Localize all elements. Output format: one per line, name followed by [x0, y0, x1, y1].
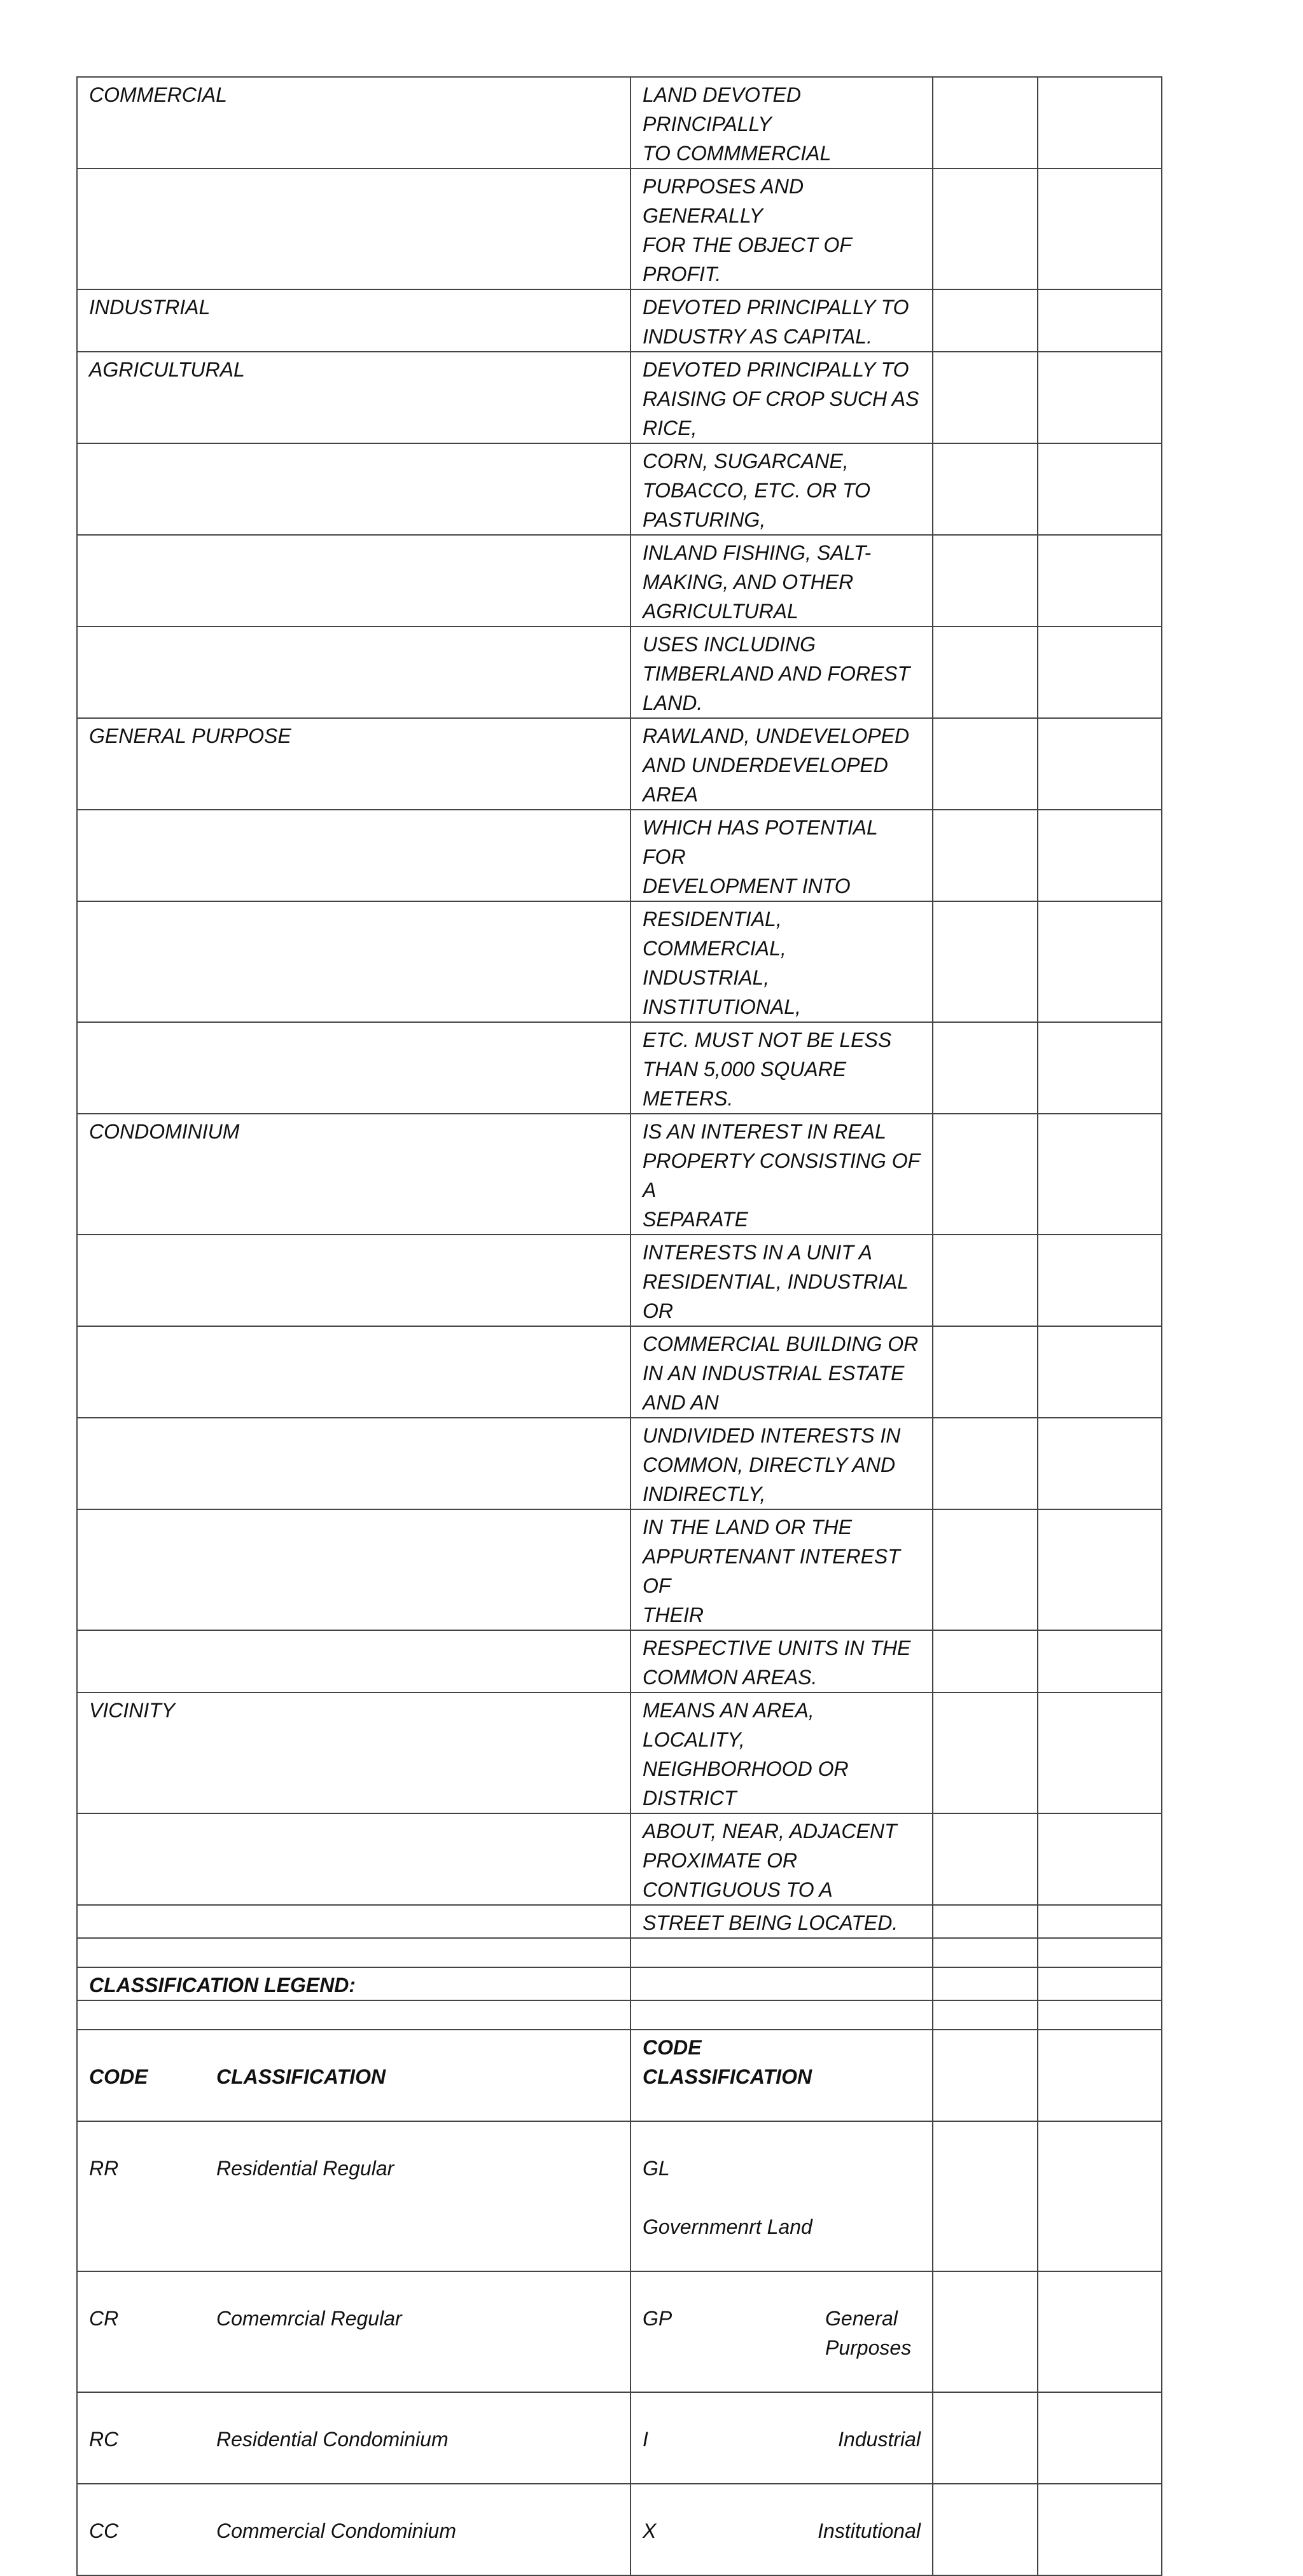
term-cell — [77, 810, 631, 901]
empty-cell — [1038, 1967, 1162, 2000]
empty-cell — [933, 1967, 1038, 2000]
empty-cell — [1038, 2392, 1162, 2484]
table-row — [77, 1693, 1162, 1813]
table-row — [77, 1114, 1162, 1235]
empty-cell — [1038, 1905, 1162, 1938]
legend-classification: Residential Regular — [216, 2157, 394, 2180]
legend-right-cell — [631, 2484, 933, 2575]
table-row — [77, 1326, 1162, 1418]
table-row — [77, 289, 1162, 352]
definition-cell: COMMERCIAL BUILDING OR IN AN INDUSTRIAL ESTATE AND AN — [631, 1326, 933, 1418]
term-cell — [77, 901, 631, 1022]
empty-cell — [1038, 718, 1162, 810]
empty-cell — [1038, 2030, 1162, 2121]
term-cell — [77, 627, 631, 718]
empty-cell — [1038, 627, 1162, 718]
empty-cell — [77, 1938, 631, 1967]
definition-cell: DEVOTED PRINCIPALLY TO INDUSTRY AS CAPITAL. — [631, 289, 933, 352]
term-cell: VICINITY — [77, 1693, 631, 1813]
legend-right-code: GL — [643, 2157, 670, 2180]
legend-classification: Residential Condominium — [216, 2428, 449, 2451]
definition-cell: IS AN INTEREST IN REAL PROPERTY CONSISTING OF A SEPARATE — [631, 1114, 933, 1235]
empty-cell — [933, 627, 1038, 718]
empty-cell — [933, 1938, 1038, 1967]
empty-cell — [1038, 77, 1162, 169]
empty-cell — [933, 1235, 1038, 1326]
empty-cell — [1038, 1509, 1162, 1630]
empty-cell — [933, 1022, 1038, 1114]
empty-cell — [933, 77, 1038, 169]
empty-cell — [933, 2000, 1038, 2030]
empty-cell — [933, 535, 1038, 627]
table-row — [77, 1813, 1162, 1905]
empty-cell — [933, 443, 1038, 535]
classification-table — [76, 76, 1162, 2576]
blank-row — [77, 2000, 1162, 2030]
definition-cell: INTERESTS IN A UNIT A RESIDENTIAL, INDUSTRIAL OR — [631, 1235, 933, 1326]
legend-header-classification: CLASSIFICATION — [216, 2065, 386, 2088]
term-cell: AGRICULTURAL — [77, 352, 631, 443]
legend-right-cell — [631, 2271, 933, 2392]
empty-cell — [933, 2392, 1038, 2484]
term-cell — [77, 1509, 631, 1630]
legend-right-cell — [631, 2121, 933, 2271]
table-row — [77, 1418, 1162, 1509]
table-row — [77, 901, 1162, 1022]
legend-code: CC — [89, 2519, 119, 2542]
empty-cell — [77, 2000, 631, 2030]
legend-header-left — [77, 2030, 631, 2121]
legend-classification: Commercial Condominium — [216, 2519, 456, 2542]
empty-cell — [1038, 352, 1162, 443]
legend-row — [77, 2392, 1162, 2484]
empty-cell — [1038, 1693, 1162, 1813]
table-row — [77, 627, 1162, 718]
legend-row — [77, 2484, 1162, 2575]
empty-cell — [933, 901, 1038, 1022]
definition-cell: ETC. MUST NOT BE LESS THAN 5,000 SQUARE METERS. — [631, 1022, 933, 1114]
legend-title: CLASSIFICATION LEGEND: — [77, 1967, 631, 2000]
empty-cell — [933, 289, 1038, 352]
empty-cell — [631, 2000, 933, 2030]
table-row — [77, 1905, 1162, 1938]
definition-cell: USES INCLUDING TIMBERLAND AND FOREST LAND. — [631, 627, 933, 718]
empty-cell — [1038, 535, 1162, 627]
legend-right-classification: General Purposes — [825, 2307, 912, 2359]
legend-code: RR — [89, 2157, 119, 2180]
empty-cell — [933, 810, 1038, 901]
table-row — [77, 718, 1162, 810]
table-row — [77, 1630, 1162, 1693]
term-cell — [77, 443, 631, 535]
legend-right-classification: Governmenrt Land — [643, 2215, 812, 2238]
blank-row — [77, 1938, 1162, 1967]
definition-cell: PURPOSES AND GENERALLY FOR THE OBJECT OF PROFIT. — [631, 169, 933, 289]
empty-cell — [1038, 1630, 1162, 1693]
table-row — [77, 810, 1162, 901]
empty-cell — [933, 1813, 1038, 1905]
legend-code: CR — [89, 2307, 119, 2330]
definition-cell: IN THE LAND OR THE APPURTENANT INTEREST OF THEIR — [631, 1509, 933, 1630]
empty-cell — [1038, 810, 1162, 901]
term-cell: COMMERCIAL — [77, 77, 631, 169]
definition-cell: CORN, SUGARCANE, TOBACCO, ETC. OR TO PASTURING, — [631, 443, 933, 535]
definition-cell: DEVOTED PRINCIPALLY TO RAISING OF CROP SUCH AS RICE, — [631, 352, 933, 443]
legend-right-code: GP — [643, 2307, 672, 2330]
legend-right-cell — [631, 2392, 933, 2484]
table-row — [77, 352, 1162, 443]
legend-header-row — [77, 2030, 1162, 2121]
empty-cell — [1038, 443, 1162, 535]
definition-cell: UNDIVIDED INTERESTS IN COMMON, DIRECTLY AND INDIRECTLY, — [631, 1418, 933, 1509]
empty-cell — [933, 718, 1038, 810]
empty-cell — [1038, 2121, 1162, 2271]
term-cell — [77, 535, 631, 627]
empty-cell — [933, 1630, 1038, 1693]
legend-row — [77, 2271, 1162, 2392]
definition-cell: ABOUT, NEAR, ADJACENT PROXIMATE OR CONTIGUOUS TO A — [631, 1813, 933, 1905]
term-cell — [77, 1022, 631, 1114]
empty-cell — [933, 1509, 1038, 1630]
table-row — [77, 169, 1162, 289]
legend-right-classification: Industrial — [838, 2428, 921, 2451]
definition-cell: WHICH HAS POTENTIAL FOR DEVELOPMENT INTO — [631, 810, 933, 901]
legend-classification: Comemrcial Regular — [216, 2307, 402, 2330]
empty-cell — [933, 2271, 1038, 2392]
table-row — [77, 535, 1162, 627]
empty-cell — [1038, 2000, 1162, 2030]
legend-header-code: CODE — [89, 2065, 148, 2088]
empty-cell — [631, 1938, 933, 1967]
table-row — [77, 443, 1162, 535]
empty-cell — [1038, 1418, 1162, 1509]
legend-right-code: I — [643, 2428, 648, 2451]
empty-cell — [1038, 1022, 1162, 1114]
empty-cell — [1038, 1326, 1162, 1418]
empty-cell — [631, 1967, 933, 2000]
definition-cell: RESIDENTIAL, COMMERCIAL, INDUSTRIAL, INSTITUTIONAL, — [631, 901, 933, 1022]
legend-left-cell — [77, 2271, 631, 2392]
legend-row — [77, 2121, 1162, 2271]
legend-left-cell — [77, 2484, 631, 2575]
empty-cell — [1038, 169, 1162, 289]
term-cell — [77, 169, 631, 289]
definition-cell: INLAND FISHING, SALT- MAKING, AND OTHER AGRICULTURAL — [631, 535, 933, 627]
empty-cell — [933, 1905, 1038, 1938]
empty-cell — [1038, 2484, 1162, 2575]
empty-cell — [933, 1326, 1038, 1418]
empty-cell — [933, 1418, 1038, 1509]
legend-header-right: CODE CLASSIFICATION — [631, 2030, 933, 2121]
legend-right-code: X — [643, 2519, 657, 2542]
table-row — [77, 1509, 1162, 1630]
empty-cell — [1038, 2271, 1162, 2392]
legend-right-classification: Institutional — [818, 2519, 921, 2542]
empty-cell — [1038, 1114, 1162, 1235]
term-cell — [77, 1235, 631, 1326]
term-cell — [77, 1905, 631, 1938]
empty-cell — [933, 2030, 1038, 2121]
empty-cell — [1038, 1938, 1162, 1967]
term-cell — [77, 1326, 631, 1418]
table-row — [77, 1022, 1162, 1114]
legend-left-cell — [77, 2121, 631, 2271]
definition-cell: STREET BEING LOCATED. — [631, 1905, 933, 1938]
empty-cell — [933, 1693, 1038, 1813]
empty-cell — [1038, 1813, 1162, 1905]
term-cell: INDUSTRIAL — [77, 289, 631, 352]
term-cell — [77, 1418, 631, 1509]
definition-cell: RESPECTIVE UNITS IN THE COMMON AREAS. — [631, 1630, 933, 1693]
empty-cell — [933, 352, 1038, 443]
legend-title-row — [77, 1967, 1162, 2000]
empty-cell — [1038, 901, 1162, 1022]
legend-code: RC — [89, 2428, 119, 2451]
empty-cell — [1038, 289, 1162, 352]
term-cell — [77, 1630, 631, 1693]
definition-cell: MEANS AN AREA, LOCALITY, NEIGHBORHOOD OR DISTRICT — [631, 1693, 933, 1813]
definition-cell: RAWLAND, UNDEVELOPED AND UNDERDEVELOPED AREA — [631, 718, 933, 810]
term-cell: GENERAL PURPOSE — [77, 718, 631, 810]
term-cell: CONDOMINIUM — [77, 1114, 631, 1235]
empty-cell — [933, 2121, 1038, 2271]
table-row — [77, 77, 1162, 169]
term-cell — [77, 1813, 631, 1905]
definition-cell: LAND DEVOTED PRINCIPALLY TO COMMMERCIAL — [631, 77, 933, 169]
empty-cell — [933, 169, 1038, 289]
table-row — [77, 1235, 1162, 1326]
empty-cell — [933, 2484, 1038, 2575]
empty-cell — [1038, 1235, 1162, 1326]
empty-cell — [933, 1114, 1038, 1235]
legend-left-cell — [77, 2392, 631, 2484]
